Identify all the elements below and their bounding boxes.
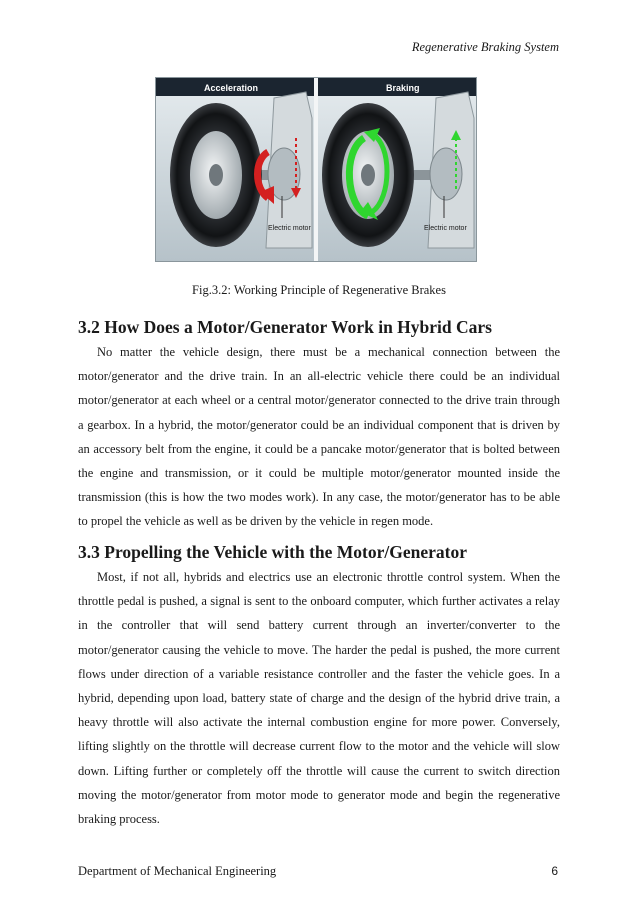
paragraph-line: motor/generator and the drive train. In an all-electric vehicle there could be an individual	[78, 369, 560, 384]
paragraph-line: to propel the vehicle as well as be driven by the vehicle in regen mode.	[78, 514, 434, 529]
figure-caption: Fig.3.2: Working Principle of Regenerative Brakes	[192, 283, 446, 297]
section-heading-3-3: 3.3 Propelling the Vehicle with the Motor/Generator	[78, 542, 467, 562]
paragraph-line: transmission (this is how the two modes work). In any case, the motor/generator has to be able	[78, 490, 560, 505]
paragraph-line: lifting slightly on the throttle will decrease current flow to the motor and the vehicle will slow	[78, 739, 560, 754]
paragraph-line: motor/generator at each wheel or a central motor/generator connected to the drive train through	[78, 393, 560, 408]
section-heading-3-2: 3.2 How Does a Motor/Generator Work in Hybrid Cars	[78, 317, 492, 337]
paragraph-line: an accessory belt from the engine, it could be a pancake motor/generator that is bolted between	[78, 441, 560, 456]
running-header: Regenerative Braking System	[411, 40, 559, 54]
paragraph-line: throttle pedal is pushed, a signal is sent to the onboard computer, which further activates a relay	[78, 594, 560, 609]
paragraph-3-3	[78, 565, 560, 831]
paragraph-line: hybrid, depending upon load, battery state of charge and the design of the hybrid drive train, a	[78, 690, 560, 705]
paragraph-line: down. Lifting further or completely off the throttle will cause the current to switch direction	[78, 763, 560, 778]
paragraph-line: the engine and transmission, or it could be multiple motor/generator mounted inside the	[78, 465, 560, 480]
page-number: 6	[551, 864, 558, 878]
left-motor-label: Electric motor	[268, 225, 311, 232]
figure-regenerative-brakes	[155, 77, 477, 262]
right-motor-label: Electric motor	[424, 225, 467, 232]
paragraph-line: moving the motor/generator from motor mode to generator mode and begin the regenerative	[78, 787, 560, 802]
braking-label: Braking	[386, 83, 420, 93]
acceleration-label: Acceleration	[204, 83, 259, 93]
paragraph-line: flows under direction of a variable resistance controller and the faster the vehicle goes. In a	[78, 666, 560, 681]
paragraph-line: in the controller that will send battery current through an inverter/converter to the	[78, 618, 560, 633]
paragraph-line: a gearbox. In a hybrid, the motor/generator could be an individual component that is driven by	[78, 417, 560, 432]
paragraph-line: braking process.	[78, 811, 160, 826]
paragraph-line: No matter the vehicle design, there must be a mechanical connection between the	[97, 345, 560, 359]
paragraph-line: heavy throttle will also activate the internal combustion engine for more power. Conversely,	[78, 715, 560, 730]
footer-department: Department of Mechanical Engineering	[78, 864, 277, 878]
paragraph-3-2	[78, 340, 560, 534]
paragraph-line: motor/generator causing the vehicle to move. The harder the pedal is pushed, the more current	[78, 642, 560, 657]
paragraph-line: Most, if not all, hybrids and electrics use an electronic throttle control system. When the	[97, 570, 560, 584]
